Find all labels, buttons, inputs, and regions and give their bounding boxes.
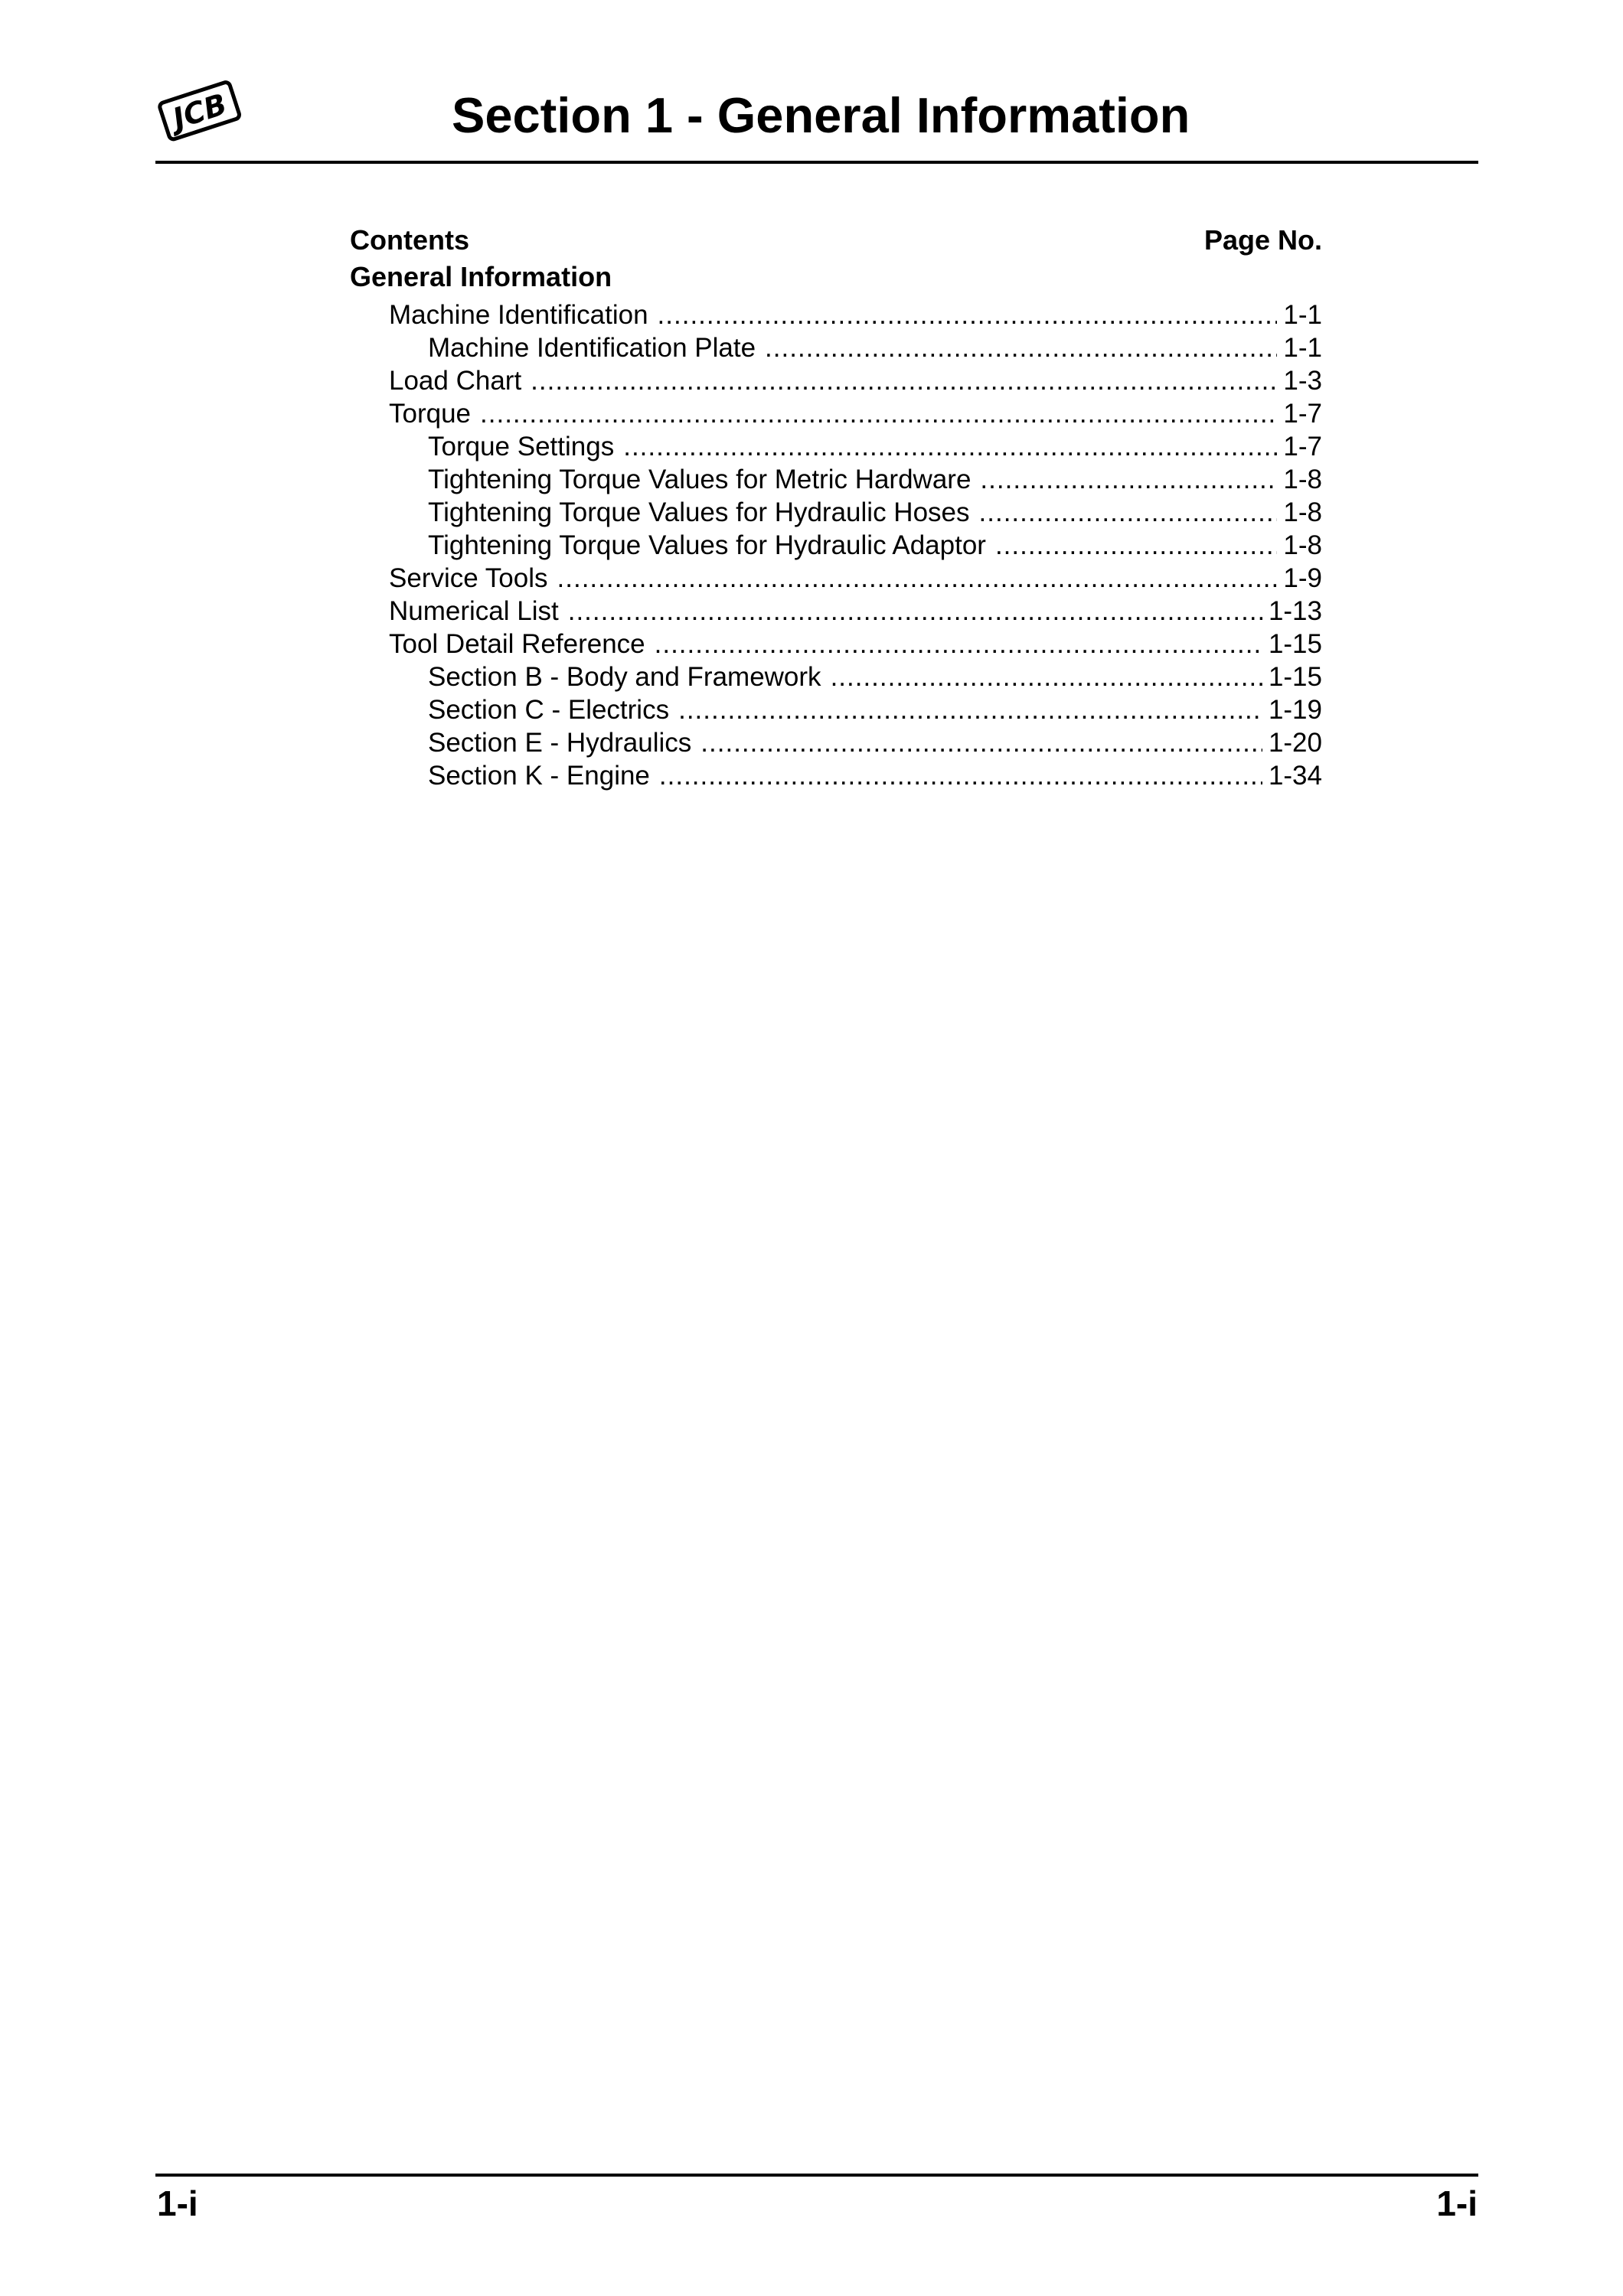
toc-entry-leader-dots [623,430,1277,463]
toc-entry-page: 1-8 [1283,530,1322,560]
toc-entry[interactable] [350,693,1322,726]
toc-entry-page: 1-15 [1268,662,1322,692]
toc-entry-leader-dots [568,595,1262,628]
footer-page-number-left: 1-i [157,2183,198,2223]
toc-entry-label: Torque [389,399,472,429]
toc-entry-leader-dots [765,331,1277,364]
page-title: Section 1 - General Information [452,87,1190,143]
toc-entry[interactable] [350,463,1322,496]
toc-entry[interactable] [350,726,1322,759]
toc-entry-leader-dots [980,463,1277,496]
toc-entry-label: Service Tools [389,563,548,593]
toc-entry-page: 1-7 [1283,399,1322,429]
toc-entry-page: 1-1 [1283,333,1322,363]
contents-label: Contents [350,224,469,256]
toc-entry[interactable] [350,529,1322,562]
header-rule [155,161,1478,164]
toc-group-title: General Information [350,261,612,292]
toc-entry-label: Machine Identification Plate [428,333,756,363]
toc-entry-page: 1-34 [1268,761,1322,791]
toc-entry-leader-dots [655,628,1262,660]
footer-rule [155,2174,1478,2177]
toc-entry-label: Machine Identification [389,300,648,330]
toc-entry-leader-dots [480,397,1277,430]
page-no-label: Page No. [1203,224,1322,256]
toc-entry[interactable] [350,496,1322,529]
toc-entry-page: 1-3 [1283,366,1322,396]
toc-entry-leader-dots [659,759,1262,792]
toc-entry[interactable] [350,298,1322,331]
toc-entry[interactable] [350,397,1322,430]
toc-entry[interactable] [350,364,1322,397]
toc-entry[interactable] [350,430,1322,463]
toc-entry-leader-dots [678,693,1262,726]
toc-entry-page: 1-8 [1283,465,1322,494]
toc-entry-label: Torque Settings [428,432,615,461]
toc-entries [350,298,1322,792]
toc-entry-label: Load Chart [389,366,522,396]
toc-entry-page: 1-13 [1268,596,1322,626]
toc-entry-label: Tightening Torque Values for Hydraulic Adaptor [428,530,986,560]
toc-entry-page: 1-9 [1283,563,1322,593]
toc-entry-page: 1-19 [1268,695,1322,725]
toc-entry-leader-dots [995,529,1277,562]
toc-entry-page: 1-8 [1283,497,1322,527]
jcb-logo [157,77,241,147]
toc-entry-label: Section B - Body and Framework [428,662,821,692]
toc-entry[interactable] [350,595,1322,628]
toc-entry[interactable] [350,660,1322,693]
toc-entry-label: Section K - Engine [428,761,650,791]
toc-entry[interactable] [350,562,1322,595]
toc-entry-leader-dots [700,726,1262,759]
toc-entry-label: Section C - Electrics [428,695,670,725]
toc-header [350,223,1322,260]
toc-entry-leader-dots [979,496,1278,529]
toc-entry-label: Tool Detail Reference [389,629,645,659]
toc-entry-leader-dots [557,562,1278,595]
toc-entry-leader-dots [531,364,1277,397]
toc-entry-label: Tightening Torque Values for Hydraulic Hoses [428,497,970,527]
toc-entry-page: 1-15 [1268,629,1322,659]
toc-entry-leader-dots [658,298,1278,331]
toc-entry-label: Section E - Hydraulics [428,728,692,758]
toc-entry-leader-dots [831,660,1262,693]
toc-entry-page: 1-20 [1268,728,1322,758]
footer-page-number-right: 1-i [1436,2183,1478,2223]
toc-entry[interactable] [350,628,1322,660]
table-of-contents [350,223,1322,792]
toc-entry-page: 1-7 [1283,432,1322,461]
svg-text:JCB: JCB [168,86,231,136]
toc-entry-label: Tightening Torque Values for Metric Hardware [428,465,972,494]
toc-entry-page: 1-1 [1283,300,1322,330]
toc-entry-label: Numerical List [389,596,559,626]
toc-entry[interactable] [350,759,1322,792]
toc-entry[interactable] [350,331,1322,364]
